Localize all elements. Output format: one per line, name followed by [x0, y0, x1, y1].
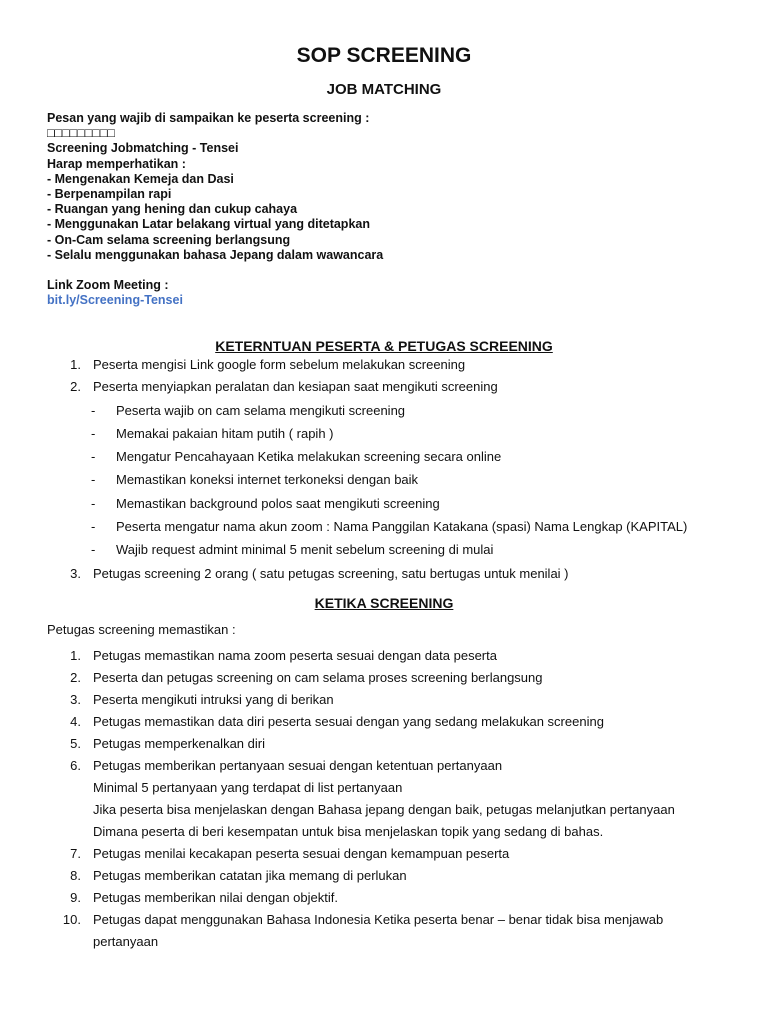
list-number: 4.	[70, 714, 81, 729]
list-item	[47, 376, 747, 398]
list-item-text: Petugas memastikan nama zoom peserta sesuai dengan data peserta	[93, 648, 497, 663]
list-item-text: Peserta dan petugas screening on cam selama proses screening berlangsung	[93, 670, 543, 685]
list-item	[47, 645, 747, 667]
sub-list-item	[47, 516, 747, 539]
list-item-continuation: pertanyaan	[93, 934, 159, 949]
sub-item-text: Memastikan koneksi internet terkoneksi dengan baik	[116, 472, 419, 488]
message-line: - Berpenampilan rapi	[47, 186, 172, 201]
list-item	[47, 354, 747, 376]
list-item	[47, 667, 747, 689]
list-item-continuation: Jika peserta bisa menjelaskan dengan Bahasa jepang dengan baik, petugas melanjutkan pertanyaan	[93, 802, 675, 817]
sub-list-item	[47, 423, 747, 446]
sub-item-text: Mengatur Pencahayaan Ketika melakukan screening secara online	[116, 449, 502, 465]
sub-list-item	[47, 469, 747, 492]
dash-bullet: -	[91, 472, 96, 488]
list-item-text: Peserta menyiapkan peralatan dan kesiapan saat mengikuti screening	[93, 379, 498, 394]
list-item	[47, 865, 747, 887]
message-line: Pesan yang wajib di sampaikan ke peserta screening :	[47, 111, 370, 125]
section-intro: Petugas screening memastikan :	[47, 622, 236, 637]
sub-item-text: Memastikan background polos saat mengikuti screening	[116, 495, 440, 511]
list-item	[47, 909, 747, 931]
message-line: □□□□□□□□□	[47, 126, 115, 141]
list-number: 2.	[70, 379, 81, 394]
message-line: - Mengenakan Kemeja dan Dasi	[47, 171, 234, 186]
list-item-continuation: Minimal 5 pertanyaan yang terdapat di list pertanyaan	[93, 780, 403, 795]
message-line: - Menggunakan Latar belakang virtual yang ditetapkan	[47, 217, 370, 232]
message-line: Harap memperhatikan :	[47, 156, 186, 171]
list-item-text: Petugas memberikan pertanyaan sesuai dengan ketentuan pertanyaan	[93, 758, 503, 773]
list-item	[47, 563, 747, 585]
list-item-text: Petugas memberikan catatan jika memang di perlukan	[93, 868, 407, 883]
message-line: Screening Jobmatching - Tensei	[47, 141, 239, 156]
list-number: 5.	[70, 736, 81, 751]
list-item	[47, 689, 747, 711]
list-item	[47, 755, 747, 777]
dash-bullet: -	[91, 542, 96, 558]
list-item-text: Petugas memastikan data diri peserta sesuai dengan yang sedang melakukan screening	[93, 714, 604, 729]
zoom-link-label: Link Zoom Meeting :	[47, 278, 169, 293]
message-line: - Ruangan yang hening dan cukup cahaya	[47, 202, 298, 217]
list-item	[47, 733, 747, 755]
sub-item-text: Memakai pakaian hitam putih ( rapih )	[116, 425, 334, 441]
message-line: - On-Cam selama screening berlangsung	[47, 232, 291, 247]
ketika-list	[47, 645, 747, 953]
sub-item-text: Wajib request admint minimal 5 menit sebelum screening di mulai	[116, 542, 494, 558]
list-item	[47, 711, 747, 733]
list-number: 9.	[70, 890, 81, 905]
list-number: 1.	[70, 648, 81, 663]
sub-list-item	[47, 446, 747, 469]
document-title: SOP SCREENING	[296, 44, 472, 67]
dash-bullet: -	[91, 425, 96, 441]
screening-message	[47, 111, 737, 308]
list-item	[47, 887, 747, 909]
sub-list-item	[47, 539, 747, 562]
list-item-text: Petugas memberikan nilai dengan objektif.	[93, 890, 338, 905]
list-item-text: Petugas screening 2 orang ( satu petugas screening, satu bertugas untuk menilai )	[93, 565, 569, 581]
section-heading-ketika: KETIKA SCREENING	[314, 595, 454, 611]
list-number: 6.	[70, 758, 81, 773]
list-number: 7.	[70, 846, 81, 861]
sub-list-item	[47, 400, 747, 423]
list-number: 2.	[70, 670, 81, 685]
dash-bullet: -	[91, 495, 96, 511]
sub-list-item	[47, 493, 747, 516]
sub-item-text: Peserta mengatur nama akun zoom : Nama Panggilan Katakana (spasi) Nama Lengkap (KAPITAL)	[116, 518, 688, 534]
list-item-text: Peserta mengisi Link google form sebelum melakukan screening	[93, 357, 466, 372]
message-line: - Selalu menggunakan bahasa Jepang dalam wawancara	[47, 247, 384, 262]
ketentuan-list	[47, 354, 747, 585]
list-item-text: Petugas memperkenalkan diri	[93, 736, 265, 751]
dash-bullet: -	[91, 449, 96, 465]
list-item-text: Peserta mengikuti intruksi yang di berikan	[93, 692, 334, 707]
zoom-link[interactable]: bit.ly/Screening-Tensei	[47, 293, 183, 308]
dash-bullet: -	[91, 402, 96, 418]
list-item-text: Petugas dapat menggunakan Bahasa Indonesia Ketika peserta benar – benar tidak bisa menjawab	[93, 912, 664, 927]
list-number: 3.	[70, 565, 81, 581]
blank-line	[47, 263, 737, 278]
list-item-continuation: Dimana peserta di beri kesempatan untuk bisa menjelaskan topik yang sedang di bahas.	[93, 824, 604, 839]
list-item-text: Petugas menilai kecakapan peserta sesuai dengan kemampuan peserta	[93, 846, 510, 861]
list-number: 3.	[70, 692, 81, 707]
list-number: 10.	[62, 912, 81, 927]
list-number: 1.	[70, 357, 81, 372]
list-number: 8.	[70, 868, 81, 883]
dash-bullet: -	[91, 518, 96, 534]
list-item	[47, 843, 747, 865]
sub-item-text: Peserta wajib on cam selama mengikuti screening	[116, 402, 406, 418]
section-heading-ketentuan: KETERNTUAN PESERTA & PETUGAS SCREENING	[215, 338, 553, 354]
document-subtitle: JOB MATCHING	[326, 81, 442, 98]
